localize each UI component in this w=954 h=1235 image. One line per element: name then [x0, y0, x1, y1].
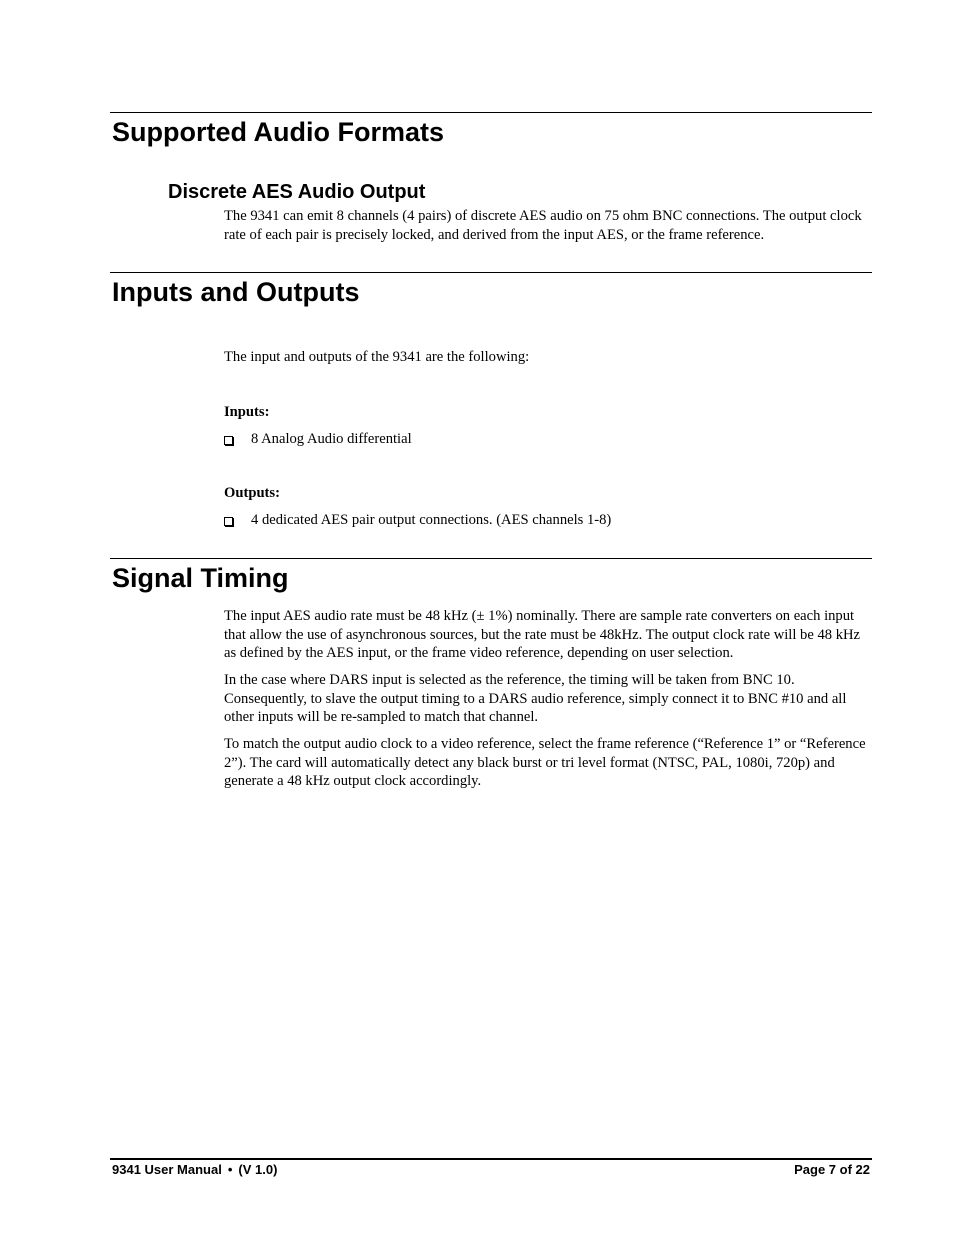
subsection-title-discrete-aes: Discrete AES Audio Output [168, 181, 426, 203]
section-divider [110, 112, 872, 113]
list-item-text: 8 Analog Audio differential [251, 431, 412, 447]
timing-paragraph-3: To match the output audio clock to a video reference, select the frame reference (“Reference 1” or “Reference 2”). The card will automatically detect any black burst or tri level format (NTSC, PAL, 1080i, 720p) and generate a 48 kHz output clock accordingly. [224, 736, 866, 789]
footer-version: (V 1.0) [238, 1162, 278, 1177]
list-item [224, 430, 412, 448]
checkbox-bullet-icon [224, 436, 233, 445]
section-title-signal-timing: Signal Timing [112, 563, 289, 593]
section-title-inputs-outputs: Inputs and Outputs [112, 277, 360, 307]
list-item-text: 4 dedicated AES pair output connections. (AES channels 1-8) [251, 512, 612, 528]
footer-document-info [112, 1162, 277, 1178]
timing-paragraph-2: In the case where DARS input is selected as the reference, the timing will be taken from BNC 10. Consequently, to slave the output timing to a DARS audio reference, simply connect it to BNC #10 and all other inputs will be re-sampled to match that channel. [224, 672, 847, 725]
section-divider [110, 272, 872, 273]
footer-page-number: Page 7 of 22 [794, 1162, 870, 1177]
section-title-supported-audio-formats: Supported Audio Formats [112, 117, 444, 147]
footer-doc-name: 9341 User Manual [112, 1162, 222, 1177]
io-intro-paragraph: The input and outputs of the 9341 are the following: [224, 349, 530, 365]
supported-paragraph: The 9341 can emit 8 channels (4 pairs) of discrete AES audio on 75 ohm BNC connections. The output clock rate of each pair is precisely locked, and derived from the input AES, or the frame reference. [224, 208, 862, 243]
footer-bullet-separator: • [227, 1162, 233, 1177]
list-item [224, 511, 611, 529]
inputs-label: Inputs: [224, 404, 270, 420]
outputs-label: Outputs: [224, 485, 280, 501]
footer-divider [110, 1158, 872, 1160]
section-divider [110, 558, 872, 559]
checkbox-bullet-icon [224, 517, 233, 526]
timing-paragraph-1: The input AES audio rate must be 48 kHz (± 1%) nominally. There are sample rate converters on each input that allow the use of asynchronous sources, but the rate must be 48kHz. The output clock rate will be 48 kHz as defined by the AES input, or the frame video reference, depending on user selection. [224, 608, 861, 661]
